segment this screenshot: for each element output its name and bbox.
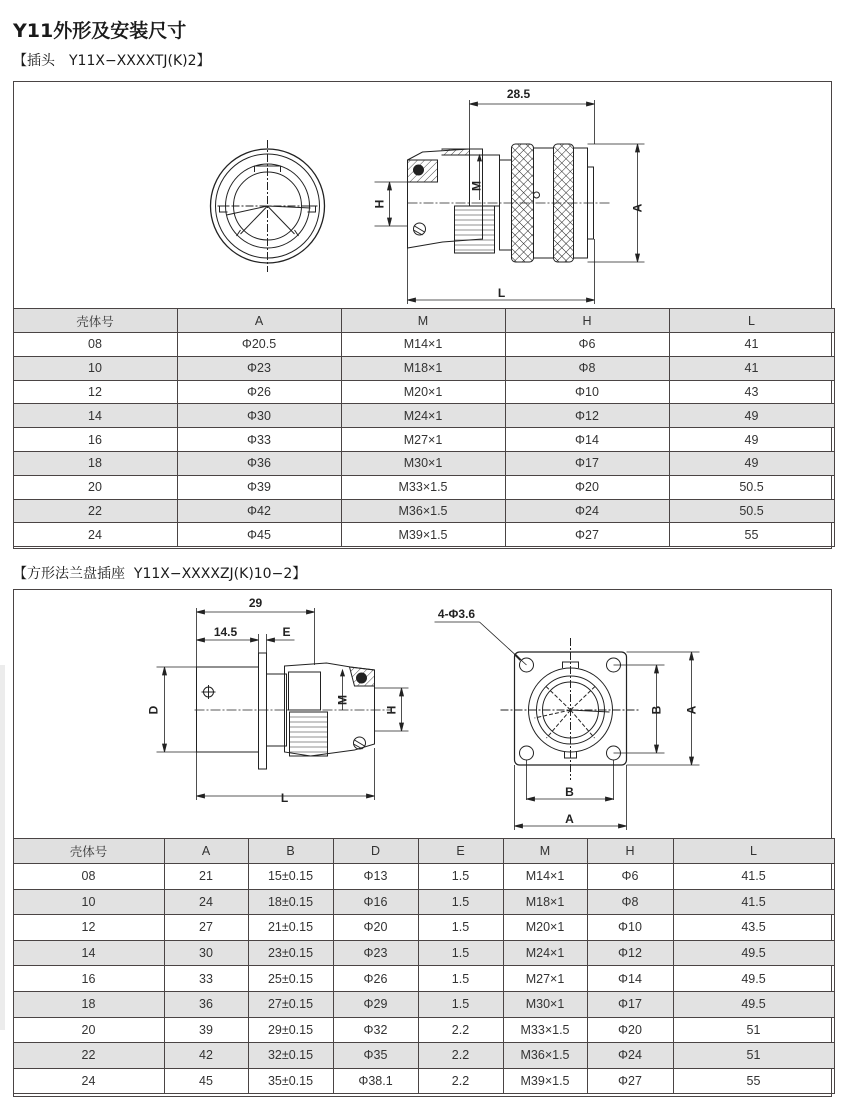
- table-row: [13, 380, 834, 404]
- column-header: 壳体号: [13, 309, 177, 333]
- table-row: [13, 404, 834, 428]
- table-cell: 49.5: [673, 940, 834, 966]
- column-header: D: [333, 839, 418, 864]
- plug-section-heading: 【插头 Y11X−XXXXTJ(K)2】: [13, 53, 211, 69]
- socket-flange-view: [501, 638, 641, 780]
- table-cell: 41.5: [673, 889, 834, 915]
- socket-dim-D: D: [146, 705, 161, 715]
- table-cell: Φ14: [587, 966, 673, 992]
- socket-section-heading: 【方形法兰盘插座 Y11X−XXXXZJ(K)10−2】: [13, 566, 307, 582]
- table-cell: Φ23: [177, 356, 341, 380]
- table-cell: Φ14: [505, 428, 669, 452]
- plug-dimension-lines: [372, 100, 645, 304]
- table-cell: Φ24: [505, 499, 669, 523]
- table-cell: 1.5: [418, 966, 503, 992]
- table-cell: 22: [13, 499, 177, 523]
- column-header: M: [503, 839, 587, 864]
- table-cell: 14: [13, 940, 164, 966]
- table-cell: 49: [669, 428, 834, 452]
- table-row: [13, 523, 834, 547]
- table-cell: M14×1: [341, 333, 505, 357]
- table-row: [13, 991, 834, 1017]
- table-cell: 35±0.15: [248, 1068, 333, 1094]
- table-cell: Φ20.5: [177, 333, 341, 357]
- table-cell: 1.5: [418, 864, 503, 890]
- table-cell: 55: [669, 523, 834, 547]
- table-cell: 14: [13, 404, 177, 428]
- table-cell: M39×1.5: [341, 523, 505, 547]
- socket-flange-dim-B: B: [565, 785, 574, 799]
- table-cell: M30×1: [341, 451, 505, 475]
- table-cell: M20×1: [503, 915, 587, 941]
- column-header: L: [669, 309, 834, 333]
- table-cell: 2.2: [418, 1043, 503, 1069]
- table-cell: 45: [164, 1068, 248, 1094]
- table-cell: Φ13: [333, 864, 418, 890]
- table-cell: 51: [673, 1043, 834, 1069]
- column-header: A: [177, 309, 341, 333]
- table-cell: 21: [164, 864, 248, 890]
- table-row: [13, 333, 834, 357]
- table-cell: Φ38.1: [333, 1068, 418, 1094]
- table-cell: M14×1: [503, 864, 587, 890]
- table-cell: 27: [164, 915, 248, 941]
- socket-dim-E: E: [282, 625, 291, 639]
- table-cell: 51: [673, 1017, 834, 1043]
- table-cell: Φ36: [177, 451, 341, 475]
- table-cell: 18: [13, 991, 164, 1017]
- table-cell: 42: [164, 1043, 248, 1069]
- table-header-row: [13, 309, 834, 333]
- table-cell: 39: [164, 1017, 248, 1043]
- table-cell: 41.5: [673, 864, 834, 890]
- column-header: A: [164, 839, 248, 864]
- table-row: [13, 451, 834, 475]
- table-cell: Φ26: [333, 966, 418, 992]
- table-cell: Φ39: [177, 475, 341, 499]
- table-cell: 16: [13, 428, 177, 452]
- table-cell: 1.5: [418, 940, 503, 966]
- table-cell: Φ32: [333, 1017, 418, 1043]
- table-cell: 10: [13, 889, 164, 915]
- table-row: [13, 475, 834, 499]
- table-cell: M18×1: [341, 356, 505, 380]
- table-cell: 10: [13, 356, 177, 380]
- table-row: [13, 428, 834, 452]
- plug-dim-28-5: 28.5: [506, 87, 531, 101]
- table-cell: 24: [13, 1068, 164, 1094]
- socket-spec-table: [13, 838, 835, 1094]
- table-row: [13, 1017, 834, 1043]
- table-cell: 49: [669, 451, 834, 475]
- table-cell: Φ20: [587, 1017, 673, 1043]
- table-cell: M18×1: [503, 889, 587, 915]
- column-header: L: [673, 839, 834, 864]
- table-cell: 20: [13, 475, 177, 499]
- table-cell: Φ20: [505, 475, 669, 499]
- table-cell: 43.5: [673, 915, 834, 941]
- table-cell: 18±0.15: [248, 889, 333, 915]
- plug-dim-A: A: [630, 203, 645, 213]
- table-cell: 18: [13, 451, 177, 475]
- column-header: E: [418, 839, 503, 864]
- table-cell: Φ23: [333, 940, 418, 966]
- page-title: Y11外形及安装尺寸: [13, 20, 187, 42]
- socket-holes-label: 4-Φ3.6: [437, 607, 476, 621]
- table-cell: Φ12: [505, 404, 669, 428]
- table-cell: 25±0.15: [248, 966, 333, 992]
- table-cell: Φ42: [177, 499, 341, 523]
- table-cell: 21±0.15: [248, 915, 333, 941]
- table-cell: M30×1: [503, 991, 587, 1017]
- socket-flange-dim-A: A: [565, 812, 574, 826]
- table-cell: Φ33: [177, 428, 341, 452]
- table-cell: Φ8: [587, 889, 673, 915]
- table-cell: 08: [13, 864, 164, 890]
- table-cell: M27×1: [341, 428, 505, 452]
- table-cell: Φ26: [177, 380, 341, 404]
- column-header: 壳体号: [13, 839, 164, 864]
- table-cell: 36: [164, 991, 248, 1017]
- table-cell: M20×1: [341, 380, 505, 404]
- socket-section-frame: [13, 589, 832, 1097]
- plug-dim-H: H: [372, 199, 387, 209]
- socket-flange-dim-A-vertical: A: [684, 705, 699, 715]
- socket-dim-14-5: 14.5: [213, 625, 238, 639]
- column-header: B: [248, 839, 333, 864]
- plug-front-view: [211, 140, 325, 272]
- left-edge-strip: [0, 665, 5, 1030]
- table-cell: 1.5: [418, 991, 503, 1017]
- table-row: [13, 966, 834, 992]
- table-cell: Φ30: [177, 404, 341, 428]
- table-cell: 43: [669, 380, 834, 404]
- table-cell: 30: [164, 940, 248, 966]
- table-cell: 32±0.15: [248, 1043, 333, 1069]
- table-cell: 12: [13, 380, 177, 404]
- table-cell: 55: [673, 1068, 834, 1094]
- table-cell: 24: [164, 889, 248, 915]
- table-cell: 49.5: [673, 966, 834, 992]
- table-cell: 16: [13, 966, 164, 992]
- plug-dim-L: L: [497, 286, 506, 300]
- table-cell: 27±0.15: [248, 991, 333, 1017]
- plug-drawing: [14, 82, 831, 310]
- socket-side-view: [197, 653, 375, 769]
- table-cell: 20: [13, 1017, 164, 1043]
- table-row: [13, 499, 834, 523]
- plug-dim-M: M: [469, 181, 484, 191]
- table-row: [13, 889, 834, 915]
- table-cell: M36×1.5: [341, 499, 505, 523]
- plug-spec-table: [13, 308, 835, 547]
- table-cell: Φ27: [505, 523, 669, 547]
- table-cell: Φ6: [587, 864, 673, 890]
- table-cell: 41: [669, 333, 834, 357]
- table-cell: M39×1.5: [503, 1068, 587, 1094]
- table-cell: 15±0.15: [248, 864, 333, 890]
- table-cell: Φ35: [333, 1043, 418, 1069]
- socket-drawing: [14, 590, 831, 840]
- table-cell: M33×1.5: [503, 1017, 587, 1043]
- table-cell: Φ27: [587, 1068, 673, 1094]
- column-header: H: [505, 309, 669, 333]
- socket-dim-M: M: [335, 695, 350, 705]
- socket-dim-L: L: [280, 791, 289, 805]
- table-row: [13, 356, 834, 380]
- table-cell: Φ16: [333, 889, 418, 915]
- socket-flange-dim-B-vertical: B: [649, 705, 664, 715]
- table-cell: 12: [13, 915, 164, 941]
- table-cell: 49: [669, 404, 834, 428]
- table-cell: 1.5: [418, 915, 503, 941]
- table-row: [13, 864, 834, 890]
- table-cell: Φ17: [505, 451, 669, 475]
- table-cell: M36×1.5: [503, 1043, 587, 1069]
- table-cell: M24×1: [503, 940, 587, 966]
- table-cell: Φ17: [587, 991, 673, 1017]
- table-cell: 29±0.15: [248, 1017, 333, 1043]
- plug-section-frame: [13, 81, 832, 549]
- table-cell: Φ12: [587, 940, 673, 966]
- table-cell: M33×1.5: [341, 475, 505, 499]
- table-cell: 33: [164, 966, 248, 992]
- table-header-row: [13, 839, 834, 864]
- table-cell: 50.5: [669, 475, 834, 499]
- table-cell: M24×1: [341, 404, 505, 428]
- table-row: [13, 915, 834, 941]
- table-row: [13, 940, 834, 966]
- table-cell: 24: [13, 523, 177, 547]
- table-cell: Φ10: [505, 380, 669, 404]
- column-header: M: [341, 309, 505, 333]
- table-cell: Φ6: [505, 333, 669, 357]
- table-row: [13, 1068, 834, 1094]
- table-cell: 08: [13, 333, 177, 357]
- table-row: [13, 1043, 834, 1069]
- table-cell: 23±0.15: [248, 940, 333, 966]
- table-cell: 2.2: [418, 1068, 503, 1094]
- table-cell: 41: [669, 356, 834, 380]
- socket-dim-H: H: [384, 705, 399, 715]
- table-cell: Φ8: [505, 356, 669, 380]
- column-header: H: [587, 839, 673, 864]
- table-cell: 49.5: [673, 991, 834, 1017]
- table-cell: Φ29: [333, 991, 418, 1017]
- table-cell: 22: [13, 1043, 164, 1069]
- table-cell: M27×1: [503, 966, 587, 992]
- table-cell: 1.5: [418, 889, 503, 915]
- table-cell: 2.2: [418, 1017, 503, 1043]
- socket-dim-29: 29: [248, 596, 263, 610]
- table-cell: Φ20: [333, 915, 418, 941]
- table-cell: 50.5: [669, 499, 834, 523]
- table-cell: Φ45: [177, 523, 341, 547]
- table-cell: Φ10: [587, 915, 673, 941]
- table-cell: Φ24: [587, 1043, 673, 1069]
